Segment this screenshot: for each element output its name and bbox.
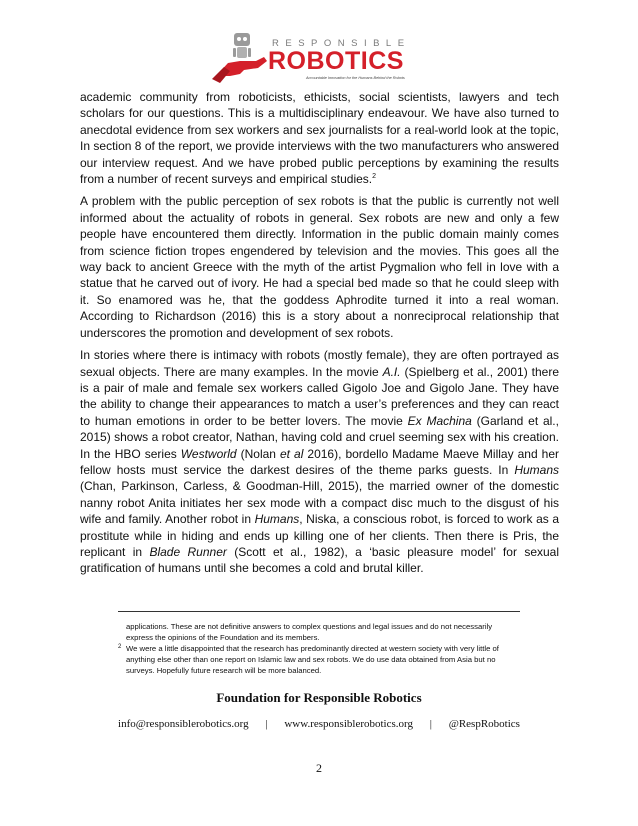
movie-title: Ex Machina [407,413,472,428]
series-title: Humans [514,462,559,477]
text-run: 2016), bordello Madame Maeve Millay and her fellow hosts must service the darkest desires of the theme parks guests. In [80,446,559,477]
robot-hand-logo-icon [210,30,270,86]
footer-links [0,718,638,730]
movie-title: Blade Runner [149,544,227,559]
logo-word-responsible: RESPONSIBLE [272,38,411,49]
series-title: Humans [254,512,300,527]
text-run: (Spielberg et al., 2001) there is a pair of male and female sex workers called Gigolo Joe and Gigolo Jane. They have the ability to change their appearances to match a user’s preferences and they can react to human emotions in order to be better lovers. The movie [80,364,559,428]
citation-et-al: et al [280,446,304,461]
footnote-2 [118,643,520,676]
series-title: Westworld [180,446,237,461]
footnote-continued: applications. These are not definitive answers to complex questions and legal issues and do not necessarily express the opinions of the Foundation and its members. [126,622,493,642]
footer-title: Foundation for Responsible Robotics [216,690,422,705]
paragraph-2: A problem with the public perception of sex robots is that the public is currently not well informed about the actuality of robots in general. Sex robots are new and only a few people have encountered them directly. Information in the public domain mainly comes from science fiction tropes engendered by television and the movies. This goes all the way back to ancient Greece with the myth of the artist Pygmalion who fell in love with a statue that he carved out of ivory. He had a special bed made so that he could sleep with it. So enamored was he, that the goddess Aphrodite turned it into a real woman. According to Richardson (2016) this is a story about a nonreciprocal relationship that underscores the promotion and development of sex robots. [80,194,559,340]
page-number: 2 [316,761,322,775]
footnote-2-number: 2 [118,644,122,650]
text-run: (Chan, Parkinson, Carless, & Goodman-Hill, 2015), the married owner of the domestic nanny robot Anita initiates her sex mode with a compact disc much to the disgust of his wife and family. Another robot in [80,479,559,527]
footer-separator: | [265,718,268,730]
text-run: (Scott et al., 1982), a ‘basic pleasure model’ for sexual gratification of humans until she becomes a cold and brutal killer. [80,544,560,576]
footer-website-link[interactable]: www.responsiblerobotics.org [284,718,413,730]
logo [210,30,430,86]
footnotes [118,621,520,676]
footnote-2-text: We were a little disappointed that the research has predominantly directed at western society with very little of anything else other than one report on Islamic law and sex robots. We do use data obtained from Asia but no surveys. Hopefully future research will be more balanced. [126,644,499,675]
body-text [80,89,559,583]
text-run: (Garland et al., 2015) shows a robot creator, Nathan, having cold and cruel seeming sex with his creation. In the HBO series [80,413,559,461]
footnote-ref-2: 2 [372,173,377,181]
paragraph-3 [80,347,559,577]
text-run: , Niska, a conscious robot, is forced to work as a prostitute while in hiding and ends up killing one of her clients. Then there is Pris, the replicant in [80,512,559,559]
movie-title: A.I. [382,364,401,379]
logo-tagline: Accountable Innovation for the Humans Behind the Robots [306,76,405,80]
footer-separator: | [429,718,432,730]
paragraph-1-text: academic community from roboticists, ethicists, social scientists, lawyers and tech scholars for our questions. This is a multidisciplinary endeavour. We have also turned to anecdotal evidence from sex workers and sex journalists for a real-world look at the topic, In section 8 of the report, we provide interviews with the two manufacturers who answered our interview request. And we have probed public perceptions by examining the results from a number of recent surveys and empirical studies. [80,90,559,187]
footer-email-link[interactable]: info@responsiblerobotics.org [118,718,249,730]
paragraph-1 [80,89,559,187]
logo-word-robotics: ROBOTICS [268,47,404,75]
text-run: (Nolan [236,446,280,461]
text-run: In stories where there is intimacy with robots (mostly female), they are often portrayed as sexual objects. There are many examples. In the movie [80,348,559,379]
footer-twitter-link[interactable]: @RespRobotics [448,718,520,730]
footnote-divider [118,611,520,612]
